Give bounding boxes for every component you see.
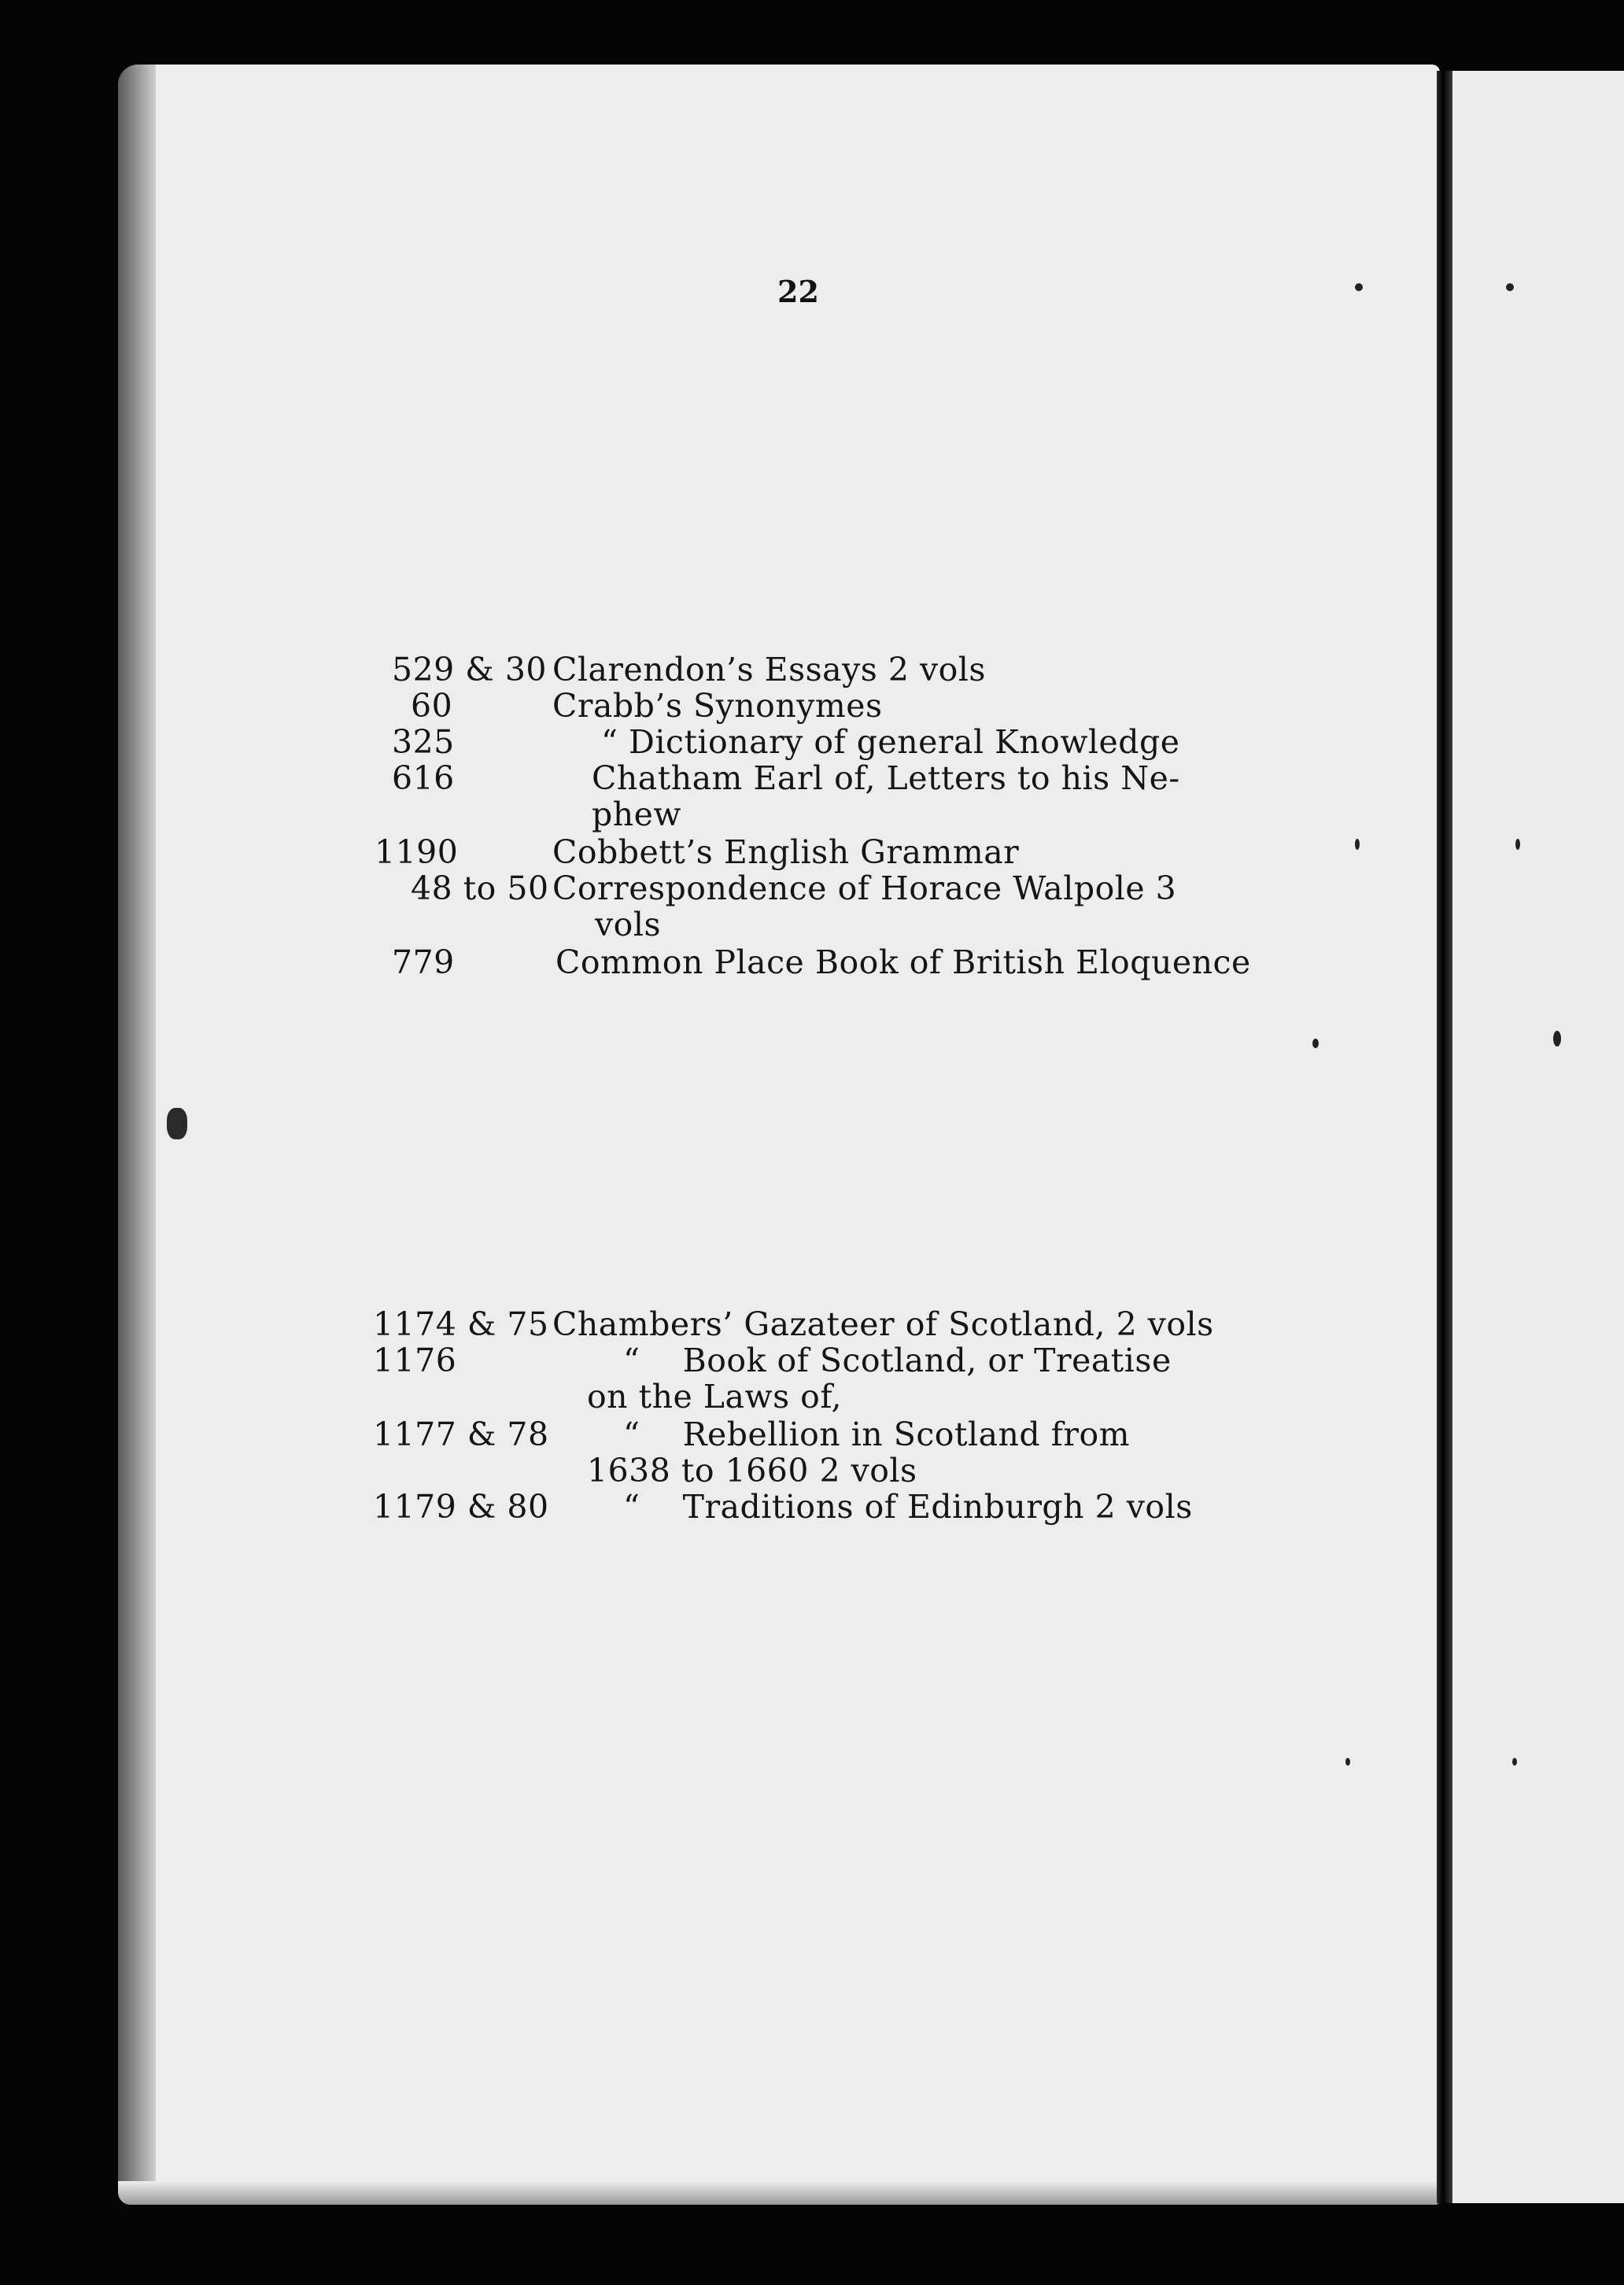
scan-speck xyxy=(167,1108,187,1139)
entry-number: 60 xyxy=(411,687,453,725)
entry-title: “ Rebellion in Scotland from xyxy=(623,1416,1131,1453)
entry-title: Chambers’ Gazateer of Scotland, 2 vols xyxy=(552,1305,1214,1343)
binding-speck xyxy=(1355,839,1360,850)
facing-page-edge xyxy=(1452,71,1624,2203)
binding-speck xyxy=(1515,839,1520,850)
entry-continuation: phew xyxy=(592,796,682,833)
entry-title: Chatham Earl of, Letters to his Ne- xyxy=(592,759,1180,797)
entry-title: Crabb’s Synonymes xyxy=(552,687,883,725)
entry-continuation: on the Laws of, xyxy=(587,1378,843,1416)
binding-speck xyxy=(1355,283,1363,291)
scanned-page xyxy=(118,65,1440,2205)
book-gutter xyxy=(1437,71,1452,2203)
entry-title: Correspondence of Horace Walpole 3 xyxy=(552,869,1177,907)
entry-title: “ Traditions of Edinburgh 2 vols xyxy=(623,1488,1193,1526)
entry-title: “ Dictionary of general Knowledge xyxy=(601,723,1180,761)
binding-speck xyxy=(1312,1039,1319,1048)
entry-number: 616 xyxy=(392,759,455,797)
entry-continuation: 1638 to 1660 2 vols xyxy=(587,1452,917,1489)
entry-title: “ Book of Scotland, or Treatise xyxy=(623,1342,1172,1379)
entry-number: 1177 & 78 xyxy=(373,1416,549,1453)
entry-number: 48 to 50 xyxy=(411,869,549,907)
entry-number: 529 & 30 xyxy=(392,651,547,688)
entry-number: 1190 xyxy=(375,833,459,871)
entry-title: Common Place Book of British Eloquence xyxy=(555,943,1251,981)
binding-speck xyxy=(1553,1031,1561,1047)
entry-number: 779 xyxy=(392,943,455,981)
binding-speck xyxy=(1345,1758,1350,1766)
binding-speck xyxy=(1506,283,1514,291)
entry-continuation: vols xyxy=(595,906,661,943)
entry-title: Clarendon’s Essays 2 vols xyxy=(552,651,986,688)
page-bottom-edge-shadow xyxy=(118,2181,1440,2205)
entry-title: Cobbett’s English Grammar xyxy=(552,833,1020,871)
binding-speck xyxy=(1512,1758,1517,1766)
page-number: 22 xyxy=(777,274,819,309)
page-left-edge-shadow xyxy=(118,65,156,2205)
entry-number: 325 xyxy=(392,723,455,761)
entry-number: 1174 & 75 xyxy=(373,1305,549,1343)
entry-number: 1179 & 80 xyxy=(373,1488,549,1526)
entry-number: 1176 xyxy=(373,1342,457,1379)
